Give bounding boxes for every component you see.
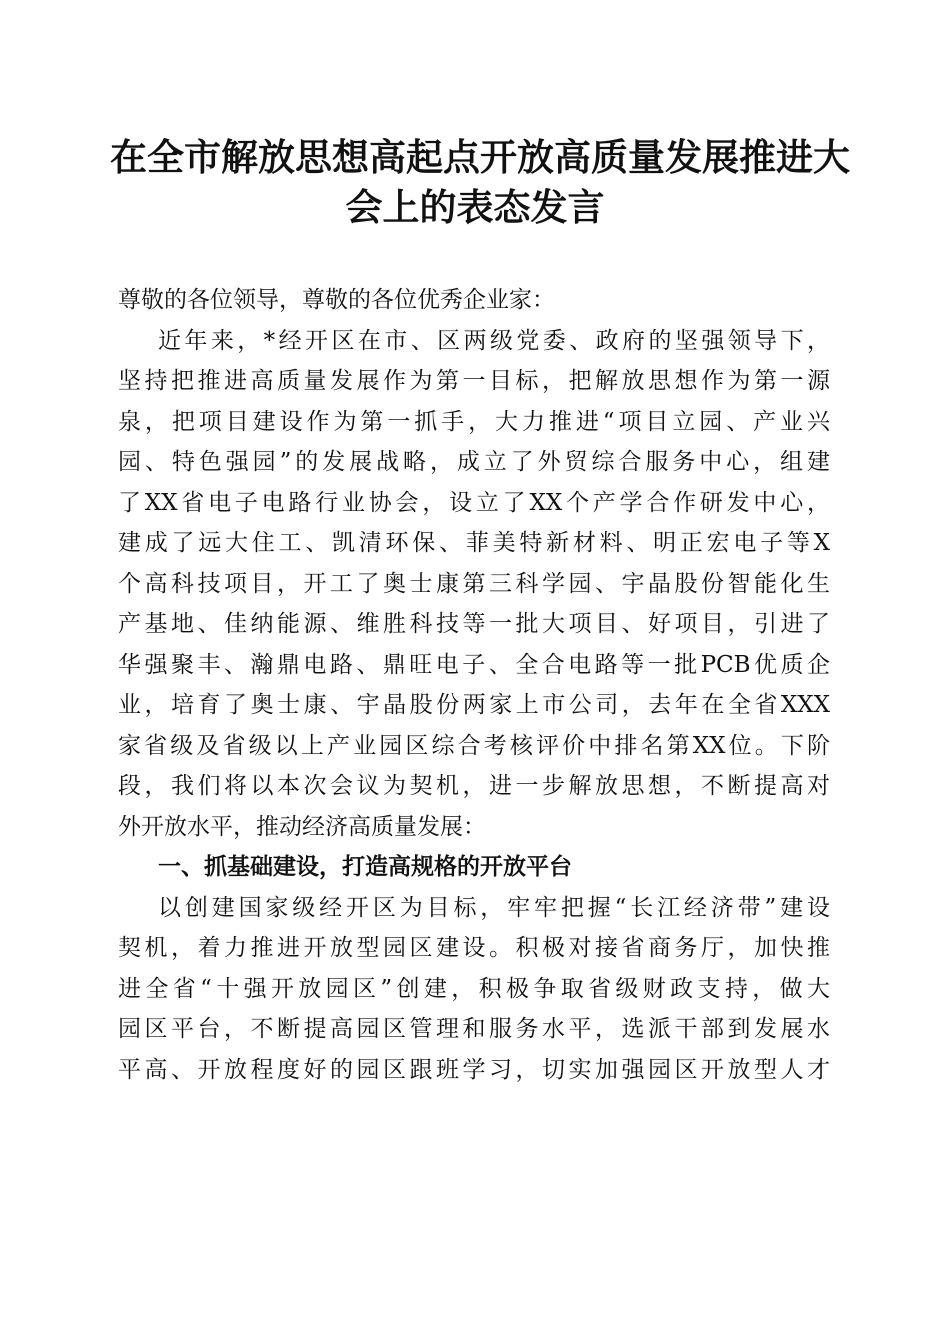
paragraph-line: 段，我们将以本次会议为契机，进一步解放思想，不断提高对: [118, 773, 830, 799]
paragraph-line: 园区平台，不断提高园区管理和服务水平，选派干部到发展水: [118, 1016, 830, 1042]
paragraph-line: 业，培育了奥士康、宇晶股份两家上市公司，去年在全省XXX: [118, 692, 830, 718]
paragraph-line: 进全省“十强开放园区”创建，积极争取省级财政支持，做大: [118, 975, 830, 1002]
paragraph-line: 近年来，*经开区在市、区两级党委、政府的坚强领导下，: [158, 327, 830, 354]
paragraph-line: 以创建国家级经开区为目标，牢牢把握“长江经济带”建设: [158, 894, 830, 921]
document-title: [110, 132, 850, 232]
paragraph-line: 华强聚丰、瀚鼎电路、鼎旺电子、全合电路等一批PCB优质企: [118, 651, 830, 678]
paragraph-line: 外开放水平，推动经济高质量发展：: [118, 813, 486, 840]
title-line: 会上的表态发言: [345, 185, 605, 229]
paragraph-line: 了XX省电子电路行业协会，设立了XX个产学合作研发中心，: [118, 489, 830, 516]
paragraph-line: 园、特色强园”的发展战略，成立了外贸综合服务中心，组建: [118, 449, 830, 475]
section-heading: 一、抓基础建设，打造高规格的开放平台: [158, 854, 572, 880]
paragraph-line: 建成了远大住工、凯清环保、菲美特新材料、明正宏电子等X: [118, 530, 830, 556]
paragraph-line: 坚持把推进高质量发展作为第一目标，把解放思想作为第一源: [118, 368, 830, 394]
title-line: 在全市解放思想高起点开放高质量发展推进大: [110, 135, 850, 179]
paragraph-line: 契机，着力推进开放型园区建设。积极对接省商务厅，加快推: [118, 935, 830, 961]
salutation: 尊敬的各位领导，尊敬的各位优秀企业家：: [118, 287, 555, 313]
paragraph-line: 泉，把项目建设作为第一抓手，大力推进“项目立园、产业兴: [118, 408, 830, 435]
document-body: [118, 280, 830, 1090]
paragraph-1: [118, 321, 830, 848]
paragraph-line: 家省级及省级以上产业园区综合考核评价中排名第XX位。下阶: [118, 732, 830, 759]
paragraph-line: 平高、开放程度好的园区跟班学习，切实加强园区开放型人才: [118, 1056, 830, 1083]
paragraph-line: 产基地、佳纳能源、维胜科技等一批大项目、好项目，引进了: [118, 611, 830, 637]
paragraph-line: 个高科技项目，开工了奥士康第三科学园、宇晶股份智能化生: [118, 570, 830, 597]
paragraph-2: [118, 888, 830, 1091]
